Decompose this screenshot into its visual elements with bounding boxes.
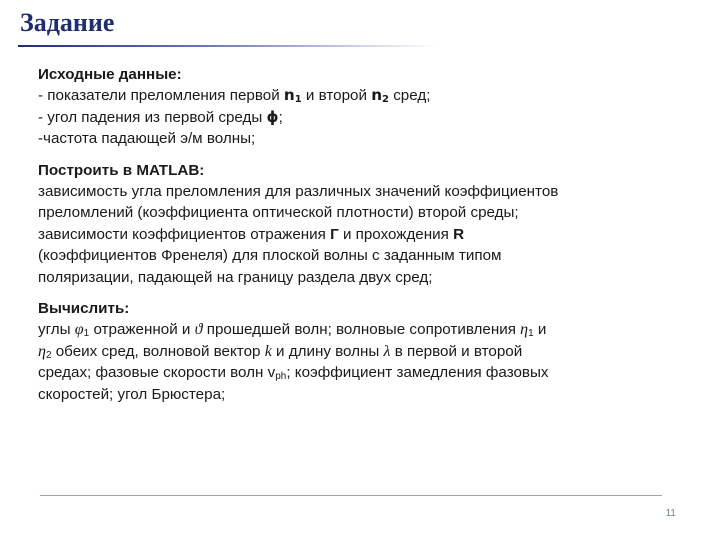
initial-data-heading: Исходные данные: <box>38 66 182 83</box>
compute-line-4: скоростей; угол Брюстера; <box>38 385 226 403</box>
build-line-3: зависимости коэффициентов отражения Г и прохождения R <box>38 225 465 243</box>
compute-heading: Вычислить: <box>38 300 130 318</box>
section-initial-data <box>38 64 678 150</box>
compute-line-1: углы $\varphi_1$ отраженной и ϑ прошедшей волн; волновые сопротивления $\eta_1$ и <box>38 321 547 340</box>
compute-line-3: средах; фазовые скорости волн $v_{ph}$; коэффициент замедления фазовых <box>38 364 549 383</box>
initial-line-angle: - угол падения из первой среды ϕ; <box>38 107 283 126</box>
build-line-2: преломлений (коэффициента оптической плотности) второй среды; <box>38 204 519 222</box>
footer-rule <box>40 495 662 496</box>
build-heading: Построить в MATLAB: <box>38 161 205 179</box>
initial-line-frequency: -частота падающей э/м волны; <box>38 130 256 148</box>
slide-body <box>38 64 678 415</box>
section-compute <box>38 298 678 405</box>
section-build <box>38 160 678 288</box>
compute-line-2: $\eta_2$ обеих сред, волновой вектор k и длину волны λ в первой и второй <box>38 342 523 361</box>
page-number: 11 <box>665 508 676 519</box>
build-line-1: зависимость угла преломления для различных значений коэффициентов <box>38 183 559 201</box>
initial-line-indices: - показатели преломления первой $n_1$ и второй $n_2$ сред; <box>38 86 431 106</box>
title-underline <box>18 45 438 47</box>
build-line-5: поляризации, падающей на границу раздела двух сред; <box>38 268 433 286</box>
slide-title: Задание <box>20 8 115 37</box>
build-line-4: (коэффициентов Френеля) для плоской волны с заданным типом <box>38 247 502 265</box>
